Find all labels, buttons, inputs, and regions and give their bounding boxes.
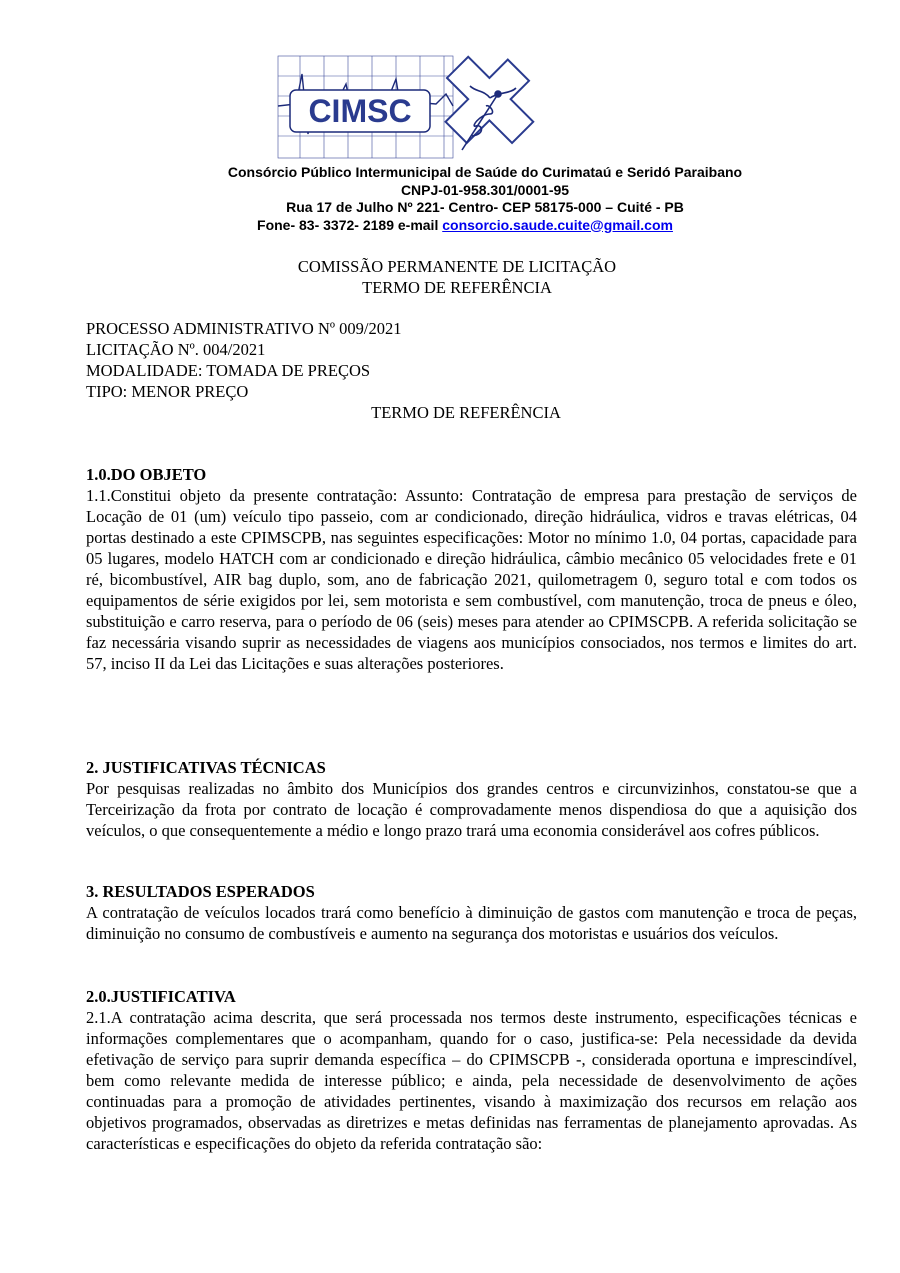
- process-meta: [86, 318, 856, 423]
- section-body: A contratação de veículos locados trará como benefício à diminuição de gastos com manutenção e troca de peças, diminuição no consumo de combustíveis e aumento na segurança dos motoristas e usuários dos veículos.: [86, 903, 857, 943]
- cimsc-logo: [276, 54, 542, 166]
- title-block: [0, 256, 900, 298]
- section-heading: 2.0.JUSTIFICATIVA: [86, 987, 236, 1006]
- process-number: PROCESSO ADMINISTRATIVO Nº 009/2021: [86, 319, 402, 338]
- section-objeto: [86, 464, 857, 674]
- section-body: 2.1.A contratação acima descrita, que será processada nos termos deste instrumento, especificações técnicas e informações complementares que o acompanham, quando for o caso, justifica-se: Pela necessidade da devida efetivação de serviço para suprir demanda específica – do CPIMSCPB -, considerada oportuna e imprescindível, bem como relevante medida de interesse público; e ainda, pela necessidade de desenvolvimento de ações continuadas para a promoção de atividades pertinentes, visando à maximização dos recursos em relação aos objetivos programados, observadas as diretrizes e metas definidas nas ferramentas de planejamento aprovadas. As características e especificações do objeto da referida contratação são:: [86, 1008, 857, 1153]
- bid-number: LICITAÇÃO Nº. 004/2021: [86, 340, 266, 359]
- medical-cross-icon: [424, 54, 542, 166]
- section-justificativas-tecnicas: [86, 757, 857, 841]
- commission-title: COMISSÃO PERMANENTE DE LICITAÇÃO: [297, 257, 617, 276]
- org-name: Consórcio Público Intermunicipal de Saúde do Curimataú e Seridó Paraibano: [227, 164, 743, 180]
- org-cnpj: CNPJ-01-958.301/0001-95: [400, 181, 570, 198]
- section-heading: 2. JUSTIFICATIVAS TÉCNICAS: [86, 758, 326, 777]
- section-body: 1.1.Constitui objeto da presente contratação: Assunto: Contratação de empresa para prestação de serviços de Locação de 01 (um) veículo tipo passeio, com ar condicionado, direção hidráulica, vidros e travas elétricas, 04 portas destinado a este CPIMSCPB, nas seguintes especificações: Motor no mínimo 1.0, 04 portas, capacidade para 05 lugares, modelo HATCH com ar condicionado e direção hidráulica, câmbio mecânico 05 velocidades frete e 01 ré, bicombustível, AIR bag duplo, som, ano de fabricação 2021, quilometragem 0, seguro total e com todos os equipamentos de série exigidos por lei, sem motorista e sem combustível, com manutenção, troca de pneus e óleo, substituição e carro reserva, para o período de 06 (seis) meses para atender ao CPIMSCPB. A referida solicitação se faz necessária visando suprir as necessidades de viagens aos municípios consociados, nos termos e limites do art. 57, inciso II da Lei das Licitações e suas alterações posteriores.: [86, 486, 857, 673]
- bid-modality: MODALIDADE: TOMADA DE PREÇOS: [86, 361, 371, 380]
- org-phone: Fone- 83- 3372- 2189 e-mail: [257, 216, 443, 233]
- org-header: [0, 164, 900, 234]
- section-body: Por pesquisas realizadas no âmbito dos Municípios dos grandes centros e circunvizinhos, constatou-se que a Terceirização da frota por contrato de locação é comprovadamente menos dispendiosa do que a aquisição dos veículos, o que consequentemente a médio e longo prazo trará uma economia considerável aos cofres públicos.: [86, 779, 857, 840]
- org-address: Rua 17 de Julho Nº 221- Centro- CEP 58175-000 – Cuité - PB: [286, 199, 684, 215]
- bid-type: TIPO: MENOR PREÇO: [86, 382, 249, 401]
- section-heading: 3. RESULTADOS ESPERADOS: [86, 882, 315, 901]
- section-resultados: [86, 881, 857, 944]
- email-link[interactable]: consorcio.saude.cuite@gmail.com: [442, 216, 673, 233]
- section-heading: 1.0.DO OBJETO: [86, 465, 207, 484]
- logo-text: CIMSC: [308, 93, 412, 129]
- term-subtitle: TERMO DE REFERÊNCIA: [371, 403, 561, 422]
- org-contact: [0, 217, 900, 235]
- term-title: TERMO DE REFERÊNCIA: [362, 278, 552, 297]
- section-justificativa: [86, 986, 857, 1154]
